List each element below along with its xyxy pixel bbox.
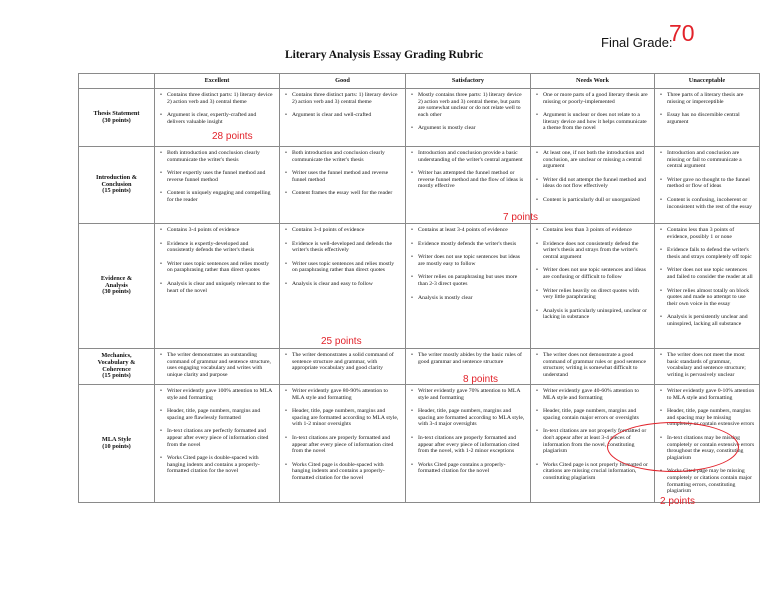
criterion-label-line: Vocabulary & (97, 358, 136, 366)
item-text: Writer does not use topic sentences and failed to consider the reader at all (667, 267, 753, 280)
criterion-item (660, 197, 755, 210)
bullet-icon: • (660, 247, 662, 254)
final-grade-score: 70 (669, 20, 695, 46)
bullet-icon: • (411, 254, 413, 261)
item-text: At least one, if not both the introduction and conclusion, are unclear or missing a central argument (543, 150, 644, 170)
final-grade-label: Final Grade: (601, 35, 673, 50)
cell-unacceptable (655, 349, 760, 385)
criterion-item (160, 261, 275, 274)
cell-unacceptable (655, 89, 760, 147)
bullet-icon: • (536, 92, 538, 98)
bullet-icon: • (160, 428, 162, 435)
bullet-icon: • (285, 434, 287, 441)
item-text: Analysis is mostly clear (418, 294, 473, 301)
item-text: Evidence does not consistently defend the writer's thesis and strays from the writer's central argument (543, 240, 639, 260)
item-text: Introduction and conclusion provide a basic understanding of the writer's central argument (418, 150, 523, 163)
bullet-icon: • (411, 408, 413, 415)
item-text: In-text citations are not properly formatted or don't appear after at least 3-4 pieces of information from the novel, constituting plagiarism (543, 428, 647, 455)
cell-unacceptable (655, 147, 760, 224)
bullet-icon: • (160, 260, 162, 267)
item-text: The writer does not demonstrate a good command of grammar rules or good sentence structure; writing is somewhat difficult to understand (543, 352, 646, 378)
criterion-item (160, 455, 275, 475)
bullet-icon: • (536, 428, 538, 435)
bullet-icon: • (536, 176, 538, 183)
criterion-label (79, 385, 155, 503)
item-text: Argument is clear and well-crafted (292, 112, 372, 119)
criterion-item (285, 227, 401, 234)
cell-needs-work (531, 147, 655, 224)
item-text: Content is uniquely engaging and compelling for the reader (167, 190, 271, 203)
item-text: Writer evidently gave 0-10% attention to MLA style and formatting (667, 388, 755, 401)
item-text: Contains at least 3-4 points of evidence (418, 227, 508, 233)
criterion-item (160, 190, 275, 203)
criterion-item (536, 92, 650, 105)
bullet-icon: • (660, 267, 662, 274)
criterion-item (411, 92, 526, 118)
bullet-icon: • (660, 227, 662, 233)
criterion-item (285, 112, 401, 119)
criterion-item (660, 468, 755, 494)
criterion-item (411, 170, 526, 190)
criterion-label-line: (10 points) (102, 442, 131, 450)
criterion-item (536, 241, 650, 261)
item-text: Contains less than 3 points of evidence, possibly 1 or none (667, 227, 735, 240)
item-text: Works Cited page is double-spaced with hanging indents and contains a properly-formatted citation for the novel (292, 461, 385, 481)
cell-satisfactory (406, 89, 531, 147)
bullet-icon: • (660, 314, 662, 321)
criterion-item (660, 112, 755, 125)
header-good: Good (280, 74, 406, 89)
bullet-icon: • (536, 287, 538, 294)
bullet-icon: • (285, 280, 287, 287)
criterion-item (660, 177, 755, 190)
criterion-item (536, 388, 650, 401)
bullet-icon: • (160, 240, 162, 247)
bullet-icon: • (660, 92, 662, 98)
item-text: Header, title, page numbers, margins and spacing are flawlessly formatted (167, 408, 261, 421)
header-satisfactory: Satisfactory (406, 74, 531, 89)
criterion-item (160, 150, 275, 163)
criterion-item (285, 281, 401, 288)
bullet-icon: • (411, 294, 413, 301)
item-text: Writer has attempted the funnel method or reverse funnel method and the flow of ideas is mostly effective (418, 170, 524, 190)
bullet-icon: • (160, 455, 162, 462)
item-text: In-text citations are properly formatted and appear after every piece of information cited from the novel, with 1-2 minor exceptions (418, 434, 520, 455)
cell-good (280, 147, 406, 224)
bullet-icon: • (285, 388, 287, 394)
criterion-item (660, 247, 755, 260)
criterion-item (660, 288, 755, 308)
item-text: Writer evidently gave 80-90% attention to MLA style and formatting (292, 388, 388, 401)
rubric-row (79, 224, 760, 349)
cell-needs-work (531, 224, 655, 349)
item-text: Writer evidently gave 100% attention to MLA style and formatting (167, 388, 272, 401)
item-text: Header, title, page numbers, margins and spacing are formatted according to MLA style, with 1-2 minor oversights (292, 408, 399, 428)
bullet-icon: • (160, 408, 162, 415)
item-text: Contains three distinct parts: 1) literary device 2) action verb and 3) central theme (167, 92, 273, 105)
criterion-item (160, 408, 275, 421)
item-text: Both introduction and conclusion clearly communicate the writer's thesis (292, 150, 385, 163)
bullet-icon: • (536, 112, 538, 119)
item-text: Evidence mostly defends the writer's thesis (418, 240, 517, 247)
criterion-item (536, 197, 650, 204)
item-text: In-text citations may be missing completely or contain extensive errors throughout the essay, constituting plagiarism (667, 434, 755, 461)
criterion-item (160, 428, 275, 448)
cell-excellent (155, 89, 280, 147)
criterion-item (536, 288, 650, 301)
criterion-label-line: Thesis Statement (93, 109, 140, 117)
bullet-icon: • (160, 352, 162, 358)
criterion-label-line: Mechanics, (101, 352, 132, 360)
item-text: Writer gave no thought to the funnel method or flow of ideas (667, 176, 750, 190)
bullet-icon: • (536, 408, 538, 415)
criterion-item (660, 314, 755, 327)
bullet-icon: • (411, 227, 413, 233)
bullet-icon: • (285, 92, 287, 98)
criterion-item (411, 352, 526, 365)
item-text: Writer expertly uses the funnel method and reverse funnel method (167, 170, 266, 183)
criterion-label-line: Evidence & (100, 275, 133, 283)
header-criteria (79, 74, 155, 89)
item-text: Both introduction and conclusion clearly communicate the writer's thesis (167, 150, 260, 163)
bullet-icon: • (285, 260, 287, 267)
criterion-label-line: Coherence (102, 365, 131, 373)
cell-needs-work (531, 89, 655, 147)
criterion-item (285, 190, 401, 197)
item-text: One or more parts of a good literary thesis are missing or poorly-implemented (543, 92, 648, 105)
item-text: Essay has no discernible central argument (667, 112, 740, 125)
item-text: Contains three distinct parts: 1) literary device 2) action verb and 3) central theme (292, 92, 398, 105)
item-text: Writer relies heavily on direct quotes with very little paraphrasing (543, 287, 639, 301)
cell-excellent (155, 385, 280, 503)
criterion-item (285, 150, 401, 163)
criterion-item (536, 352, 650, 378)
criterion-label-line: (30 points) (102, 288, 131, 296)
criterion-item (660, 227, 755, 240)
bullet-icon: • (160, 170, 162, 177)
bullet-icon: • (660, 408, 662, 415)
criterion-item (536, 408, 650, 421)
bullet-icon: • (411, 240, 413, 247)
item-text: Writer does not use topic sentences and ideas are confusing or difficult to follow (543, 267, 646, 280)
bullet-icon: • (285, 190, 287, 197)
criterion-item (160, 352, 275, 378)
item-text: Writer did not attempt the funnel method and ideas do not flow effectively (543, 176, 646, 190)
bullet-icon: • (160, 190, 162, 197)
bullet-icon: • (411, 150, 413, 156)
cell-excellent (155, 224, 280, 349)
criterion-item (160, 170, 275, 183)
cell-good (280, 349, 406, 385)
header-unacceptable: Unacceptable (655, 74, 760, 89)
bullet-icon: • (660, 150, 662, 156)
criterion-label-line: (30 points) (102, 116, 131, 124)
criterion-item (660, 267, 755, 280)
bullet-icon: • (660, 112, 662, 119)
criterion-label (79, 349, 155, 385)
bullet-icon: • (660, 196, 662, 203)
item-text: Writer evidently gave 40-60% attention to MLA style and formatting (543, 388, 639, 401)
criterion-label-line: Introduction & (96, 174, 137, 182)
item-text: Works Cited page is double-spaced with hanging indents and contains a properly-formatted citation for the novel (167, 455, 260, 475)
score-annotation: 28 points (212, 131, 253, 142)
item-text: The writer mostly abides by the basic rules of good grammar and sentence structure (418, 352, 522, 365)
bullet-icon: • (285, 240, 287, 247)
criterion-item (660, 352, 755, 378)
criterion-item (536, 177, 650, 190)
criterion-label-line: Conclusion (101, 180, 132, 188)
item-text: In-text citations are perfectly formatted and appear after every piece of information cited from the novel (167, 428, 269, 448)
criterion-item (285, 170, 401, 183)
bullet-icon: • (411, 170, 413, 177)
item-text: Content is particularly dull or unorganized (543, 196, 640, 203)
bullet-icon: • (285, 170, 287, 177)
criterion-item (285, 435, 401, 455)
bullet-icon: • (160, 150, 162, 156)
item-text: Analysis is clear and easy to follow (292, 280, 373, 287)
cell-excellent (155, 147, 280, 224)
bullet-icon: • (285, 227, 287, 233)
criterion-label (79, 89, 155, 147)
item-text: Analysis is persistently unclear and uninspired, lacking all substance (667, 314, 748, 327)
cell-needs-work (531, 349, 655, 385)
bullet-icon: • (536, 307, 538, 314)
criterion-item (411, 150, 526, 163)
item-text: Works Cited page may be missing completely or citations contain major formatting errors, constituting plagiarism (667, 468, 752, 495)
bullet-icon: • (285, 408, 287, 415)
item-text: Three parts of a literary thesis are missing or imperceptible (667, 92, 744, 105)
cell-satisfactory (406, 385, 531, 503)
criterion-item (285, 388, 401, 401)
criterion-item (411, 125, 526, 132)
item-text: Evidence fails to defend the writer's thesis and strays completely off topic (667, 247, 752, 260)
criterion-item (536, 308, 650, 321)
score-annotation: 2 points (660, 496, 696, 507)
bullet-icon: • (536, 352, 538, 358)
header-excellent: Excellent (155, 74, 280, 89)
criterion-item (411, 241, 526, 248)
bullet-icon: • (160, 112, 162, 119)
criterion-item (160, 227, 275, 234)
criterion-label-line: MLA Style (101, 435, 132, 443)
criterion-label-line: (15 points) (102, 187, 131, 195)
criterion-item (536, 227, 650, 234)
bullet-icon: • (536, 227, 538, 233)
header-needs-work: Needs Work (531, 74, 655, 89)
item-text: Evidence is well-developed and defends the writer's thesis effectively (292, 240, 392, 254)
item-text: The writer demonstrates an outstanding command of grammar and sentence structure, uses engaging vocabulary and writes with unique clarity and purpose (167, 352, 271, 378)
item-text: Writer does not use topic sentences but ideas are mostly easy to follow (418, 254, 520, 267)
criterion-item (411, 408, 526, 428)
bullet-icon: • (411, 352, 413, 358)
bullet-icon: • (660, 287, 662, 294)
rubric-title: Literary Analysis Essay Grading Rubric (284, 49, 484, 61)
item-text: Content frames the essay well for the reader (292, 190, 393, 197)
bullet-icon: • (536, 196, 538, 203)
score-annotation: 7 points (503, 212, 539, 223)
criterion-item (536, 150, 650, 170)
item-text: Analysis is clear and uniquely relevant to the heart of the novel (167, 280, 270, 294)
item-text: Argument is clear, expertly-crafted and delivers valuable insight (167, 112, 257, 125)
score-annotation: 25 points (321, 336, 362, 347)
bullet-icon: • (660, 352, 662, 358)
item-text: Contains 3-4 points of evidence (292, 227, 365, 233)
bullet-icon: • (411, 388, 413, 394)
criterion-item (285, 352, 401, 372)
item-text: Contains 3-4 points of evidence (167, 227, 240, 233)
item-text: In-text citations are properly formatted and appear after every piece of information cited from the novel (292, 434, 394, 455)
bullet-icon: • (536, 150, 538, 156)
bullet-icon: • (160, 280, 162, 287)
criterion-item (411, 435, 526, 455)
criterion-item (411, 388, 526, 401)
criterion-item (536, 267, 650, 280)
bullet-icon: • (160, 388, 162, 394)
bullet-icon: • (660, 388, 662, 394)
bullet-icon: • (411, 92, 413, 98)
criterion-item (411, 227, 526, 234)
criterion-item (411, 254, 526, 267)
item-text: Works Cited page is not properly formatted or citations are missing crucial information, constituting plagiarism (543, 461, 648, 481)
criterion-item (160, 388, 275, 401)
criterion-label (79, 147, 155, 224)
bullet-icon: • (411, 125, 413, 132)
item-text: The writer does not meet the most basic standards of grammar, vocabulary and sentence structure; writing is pervasively unclear (667, 352, 746, 378)
criterion-item (660, 150, 755, 170)
bullet-icon: • (536, 388, 538, 394)
criterion-label-line: Analysis (105, 281, 128, 289)
item-text: Introduction and conclusion are missing or fail to communicate a central argument (667, 150, 742, 170)
item-text: Contains less than 3 points of evidence (543, 227, 632, 233)
cell-unacceptable (655, 224, 760, 349)
bullet-icon: • (160, 227, 162, 233)
criterion-item (411, 462, 526, 475)
criterion-label-line: (15 points) (102, 372, 131, 380)
item-text: Header, title, page numbers, margins and spacing are formatted according to MLA style, with 3-4 major oversights (418, 408, 525, 428)
rubric-row (79, 349, 760, 385)
bullet-icon: • (660, 176, 662, 183)
bullet-icon: • (411, 274, 413, 281)
item-text: Works Cited page contains a properly-formatted citation for the novel (418, 461, 506, 475)
bullet-icon: • (285, 352, 287, 358)
score-annotation: 8 points (463, 374, 499, 385)
criterion-item (160, 112, 275, 125)
item-text: Writer evidently gave 70% attention to MLA style and formatting (418, 388, 521, 401)
bullet-icon: • (285, 112, 287, 119)
bullet-icon: • (411, 434, 413, 441)
criterion-item (660, 92, 755, 105)
criterion-item (285, 92, 401, 105)
item-text: Writer relies almost totally on block quotes and made no attempt to use their own voice in the essay (667, 287, 750, 307)
cell-satisfactory (406, 147, 539, 224)
item-text: Writer uses topic sentences and relies mostly on paraphrasing rather than direct quotes (292, 260, 395, 274)
bullet-icon: • (660, 434, 662, 441)
cell-good (280, 385, 406, 503)
rubric-row (79, 147, 760, 224)
criterion-label (79, 224, 155, 349)
item-text: Header, title, page numbers, margins and spacing may be missing completely or contain extensive errors (667, 408, 755, 428)
criterion-item (411, 274, 526, 287)
criterion-item (160, 281, 275, 294)
item-text: Writer uses the funnel method and reverse funnel method (292, 170, 389, 183)
item-text: Argument is unclear or does not relate to a literary device and how it helps communicate a theme from the novel (543, 112, 647, 132)
criterion-item (285, 408, 401, 428)
criterion-item (411, 295, 526, 302)
highlight-circle (607, 422, 739, 472)
item-text: Writer uses topic sentences and relies mostly on paraphrasing rather than direct quotes (167, 260, 270, 274)
bullet-icon: • (411, 461, 413, 468)
bullet-icon: • (285, 150, 287, 156)
bullet-icon: • (285, 461, 287, 468)
bullet-icon: • (536, 240, 538, 247)
criterion-item (660, 388, 755, 401)
item-text: Writer relies on paraphrasing but uses more than 2-3 direct quotes (418, 274, 518, 287)
item-text: The writer demonstrates a solid command of sentence structure and grammar, with appropriate vocabulary and good clarity (292, 352, 394, 372)
bullet-icon: • (536, 461, 538, 468)
bullet-icon: • (660, 468, 662, 475)
cell-excellent (155, 349, 280, 385)
item-text: Content is confusing, incoherent or inconsistent with the rest of the essay (667, 196, 752, 210)
item-text: Evidence is expertly-developed and consistently defends the writer's thesis (167, 240, 255, 254)
criterion-item (536, 112, 650, 132)
cell-satisfactory (406, 349, 531, 385)
rubric-row (79, 89, 760, 147)
criterion-item (160, 92, 275, 105)
cell-good (280, 89, 406, 147)
criterion-item (285, 261, 401, 274)
cell-good (280, 224, 406, 349)
cell-satisfactory (406, 224, 531, 349)
item-text: Mostly contains three parts: 1) literary device 2) action verb and 3) central theme, but parts are somewhat unclear or do not relate well to each other (418, 92, 522, 118)
item-text: Header, title, page numbers, margins and spacing contain major errors or oversights (543, 408, 639, 421)
item-text: Analysis is particularly uninspired, unclear or lacking in substance (543, 307, 647, 321)
criterion-item (160, 241, 275, 254)
criterion-item (285, 462, 401, 482)
bullet-icon: • (160, 92, 162, 98)
item-text: Argument is mostly clear (418, 125, 476, 132)
header-row (79, 74, 760, 89)
criterion-item (285, 241, 401, 254)
bullet-icon: • (536, 267, 538, 274)
